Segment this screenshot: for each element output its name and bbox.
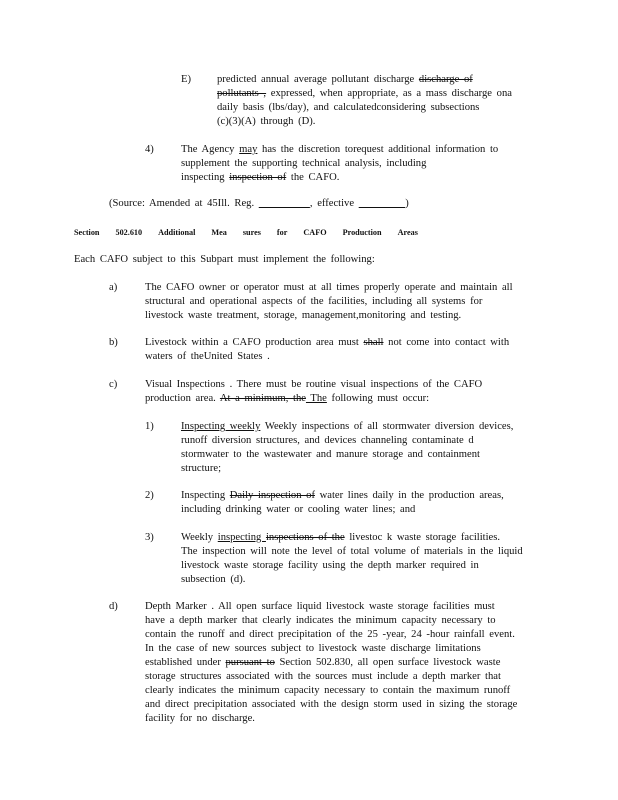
item-c3-text: Weekly inspecting inspections of the livestoc k waste storage facilities. The inspection will note the level of total volume of materials in the liquid livestock waste storage facility using the depth marker required in subsection (d). xyxy=(181,532,523,585)
item-label: E) xyxy=(181,74,191,85)
item-label: d) xyxy=(109,601,118,612)
item-e-text: predicted annual average pollutant discharge discharge of pollutants , expressed, when appropriate, as a mass discharge ona daily basis (lbs/day), and calculatedconsidering subsections (c)(3)(A) through (D). xyxy=(217,74,512,127)
item-d-text: Depth Marker . All open surface liquid livestock waste storage facilities must have a depth marker that clearly indicates the minimum capacity necessary to contain the runoff and direct precipitation of the 25 -year, 24 -hour rainfall event. In the case of new sources subject to livestock waste discharge limitations established under pursuant to Section 502.830, all open surface livestock waste storage structures associated with the sources must include a depth marker that clearly indicates the minimum capacity necessary to contain the maximum runoff and direct precipitation associated with the design storm used in sizing the storage facility for no discharge. xyxy=(145,601,518,724)
intro-paragraph: Each CAFO subject to this Subpart must implement the following: xyxy=(74,254,375,265)
inserted-text: inspecting xyxy=(217,532,266,543)
struck-text: Daily inspection of xyxy=(229,490,315,501)
item-c1-text: Inspecting weekly Weekly inspections of all stormwater diversion devices, runoff diversion structures, and devices channeling contaminate d stormwater to the wastewater and manure storage and containment structure; xyxy=(181,421,514,474)
struck-text: discharge of xyxy=(418,74,473,85)
struck-text: pursuant to xyxy=(225,657,275,668)
struck-text: inspection of xyxy=(229,172,287,183)
struck-text: At a minimum, the xyxy=(219,393,306,404)
blank-line xyxy=(259,198,310,209)
struck-text: pollutants , xyxy=(217,88,267,99)
item-label: 1) xyxy=(145,421,154,432)
source-note: (Source: Amended at 45Ill. Reg. , effective ) xyxy=(109,198,409,209)
item-4-text: The Agency may has the discretion torequest additional information to supplement the supporting technical analysis, including inspecting inspection of the CAFO. xyxy=(181,144,499,183)
item-label: c) xyxy=(109,379,118,390)
item-label: 2) xyxy=(145,490,154,501)
inserted-text: The xyxy=(305,393,327,404)
struck-text: shall xyxy=(363,337,384,348)
item-b-text: Livestock within a CAFO production area must shall not come into contact with waters of theUnited States . xyxy=(145,337,510,362)
item-label: b) xyxy=(109,337,118,348)
item-label: 4) xyxy=(145,144,154,155)
inserted-text: may xyxy=(239,144,258,155)
blank-line xyxy=(359,198,405,209)
item-label: 3) xyxy=(145,532,154,543)
item-c-text: Visual Inspections . There must be routine visual inspections of the CAFO production area. At a minimum, the The following must occur: xyxy=(145,379,483,404)
struck-text: inspections of the xyxy=(265,532,345,543)
inserted-text: Inspecting weekly xyxy=(181,421,261,432)
item-a-text: The CAFO owner or operator must at all times properly operate and maintain all structural and operational aspects of the facilities, including all systems for livestock waste treatment, storage, management,monitoring and testing. xyxy=(145,282,513,321)
item-label: a) xyxy=(109,282,118,293)
section-heading: Section 502.610 Additional Mea sures for CAFO Production Areas xyxy=(74,228,418,237)
item-c2-text: Inspecting Daily inspection of water lines daily in the production areas, including drinking water or cooling water lines; and xyxy=(181,490,504,515)
